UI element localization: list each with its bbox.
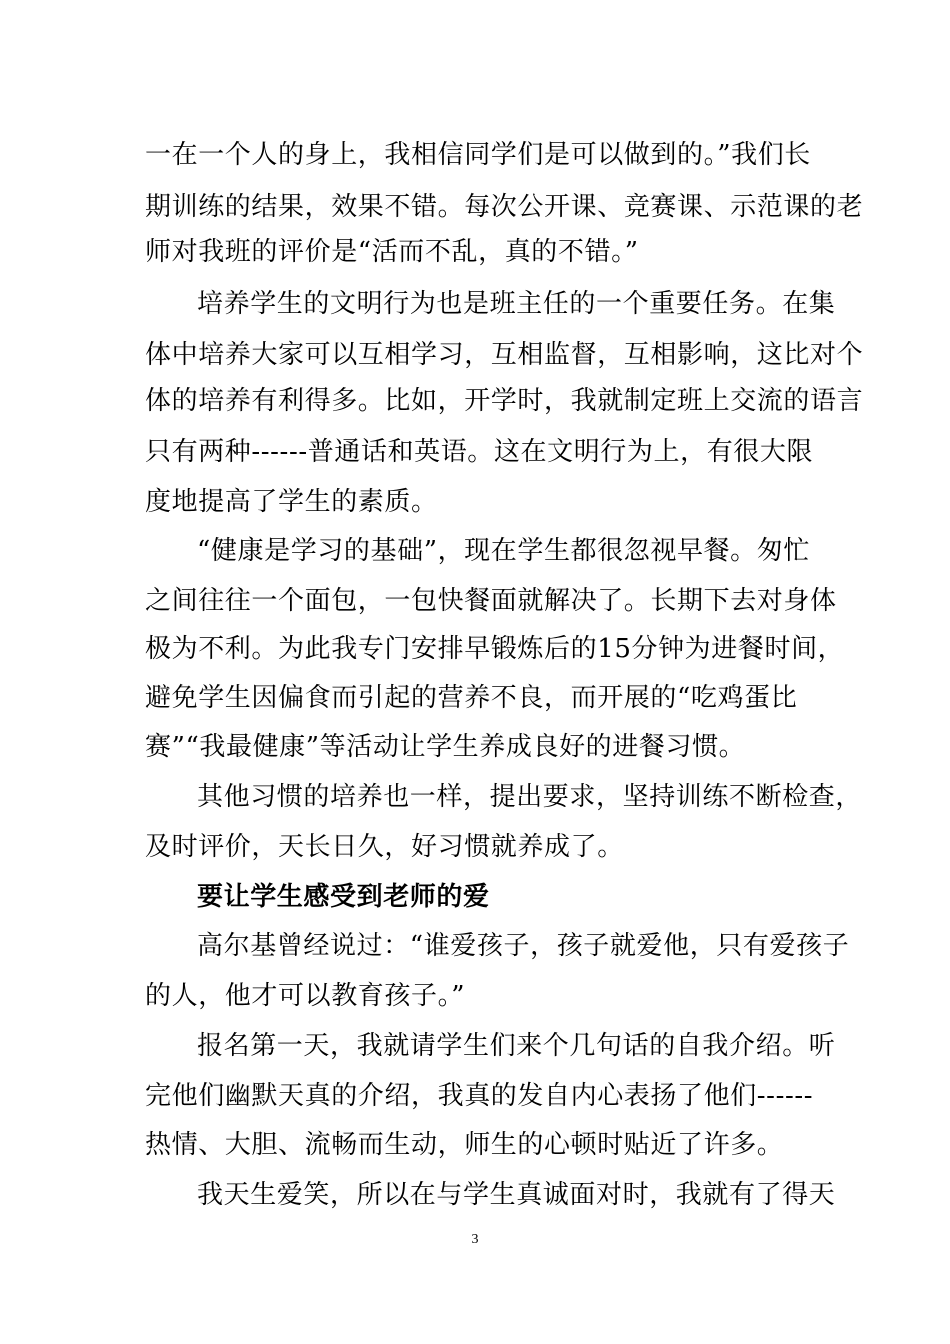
paragraph-line: 及时评价，天长日久，好习惯就养成了。 (145, 832, 624, 862)
paragraph-line: 之间往往一个面包，一包快餐面就解决了。长期下去对身体 (145, 586, 837, 616)
section-heading: 要让学生感受到老师的爱 (197, 882, 490, 912)
paragraph-line: 高尔基曾经说过：“谁爱孩子，孩子就爱他，只有爱孩子 (197, 931, 850, 961)
paragraph-line: 完他们幽默天真的介绍，我真的发自内心表扬了他们------ (145, 1081, 814, 1111)
paragraph-line: 的人，他才可以教育孩子。” (145, 981, 466, 1011)
paragraph-line: 只有两种------普通话和英语。这在文明行为上，有很大限 (145, 437, 814, 467)
paragraph-line: 报名第一天，我就请学生们来个几句话的自我介绍。听 (197, 1031, 836, 1061)
paragraph-line: 期训练的结果，效果不错。每次公开课、竞赛课、示范课的老 (145, 192, 864, 222)
paragraph-line: “健康是学习的基础”，现在学生都很忽视早餐。匆忙 (197, 536, 810, 566)
paragraph-line: 体中培养大家可以互相学习，互相监督，互相影响，这比对个 (145, 340, 864, 370)
paragraph-line: 极为不利。为此我专门安排早锻炼后的15分钟为进餐时间， (145, 634, 845, 664)
page-number: 3 (471, 1232, 479, 1247)
paragraph-line: 其他习惯的培养也一样，提出要求，坚持训练不断检查， (197, 782, 863, 812)
paragraph-line: 培养学生的文明行为也是班主任的一个重要任务。在集 (197, 289, 836, 319)
paragraph-line: 体的培养有利得多。比如，开学时，我就制定班上交流的语言 (145, 386, 864, 416)
paragraph-line: 赛”“我最健康”等活动让学生养成良好的进餐习惯。 (145, 732, 746, 762)
paragraph-line: 我天生爱笑，所以在与学生真诚面对时，我就有了得天 (197, 1180, 836, 1210)
paragraph-line: 热情、大胆、流畅而生动，师生的心顿时贴近了许多。 (145, 1130, 784, 1160)
paragraph-line: 一在一个人的身上，我相信同学们是可以做到的。”我们长 (145, 140, 811, 170)
paragraph-line: 避免学生因偏食而引起的营养不良，而开展的“吃鸡蛋比 (145, 683, 798, 713)
paragraph-line: 师对我班的评价是“活而不乱，真的不错。” (145, 237, 639, 267)
paragraph-line: 度地提高了学生的素质。 (145, 487, 438, 517)
